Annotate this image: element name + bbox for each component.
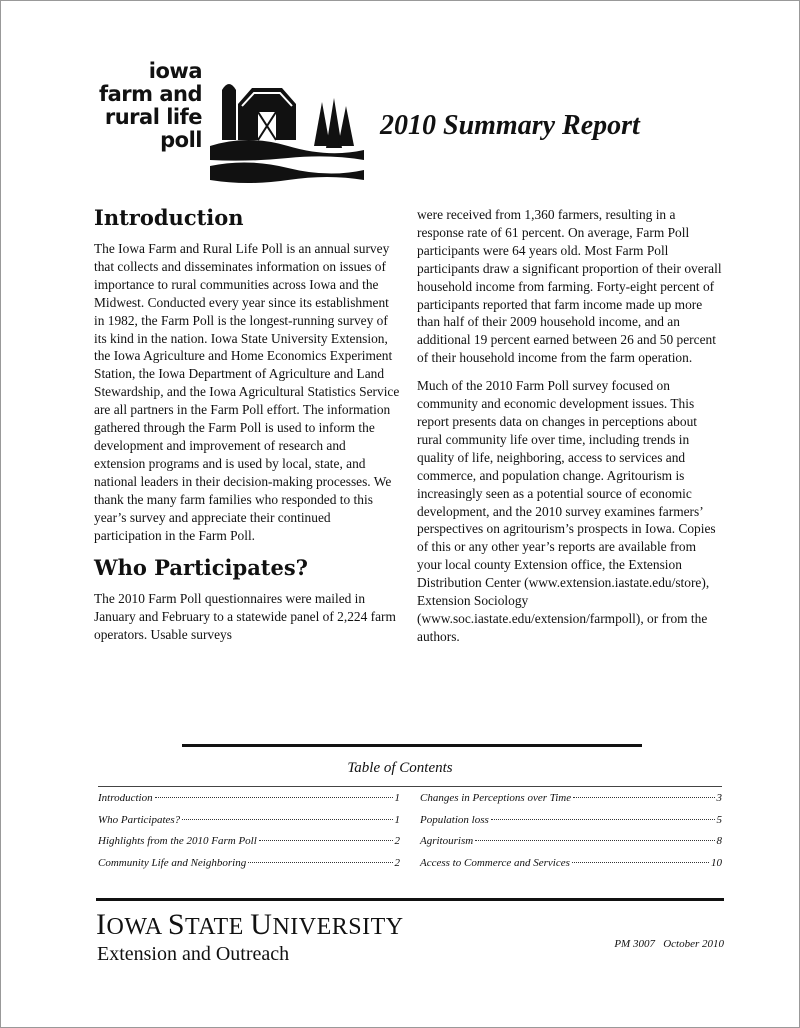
toc-entry[interactable] — [420, 835, 722, 857]
toc-divider — [98, 786, 722, 787]
who-participates-paragraph-start: The 2010 Farm Poll questionnaires were mailed in January and February to a statewide panel of 2,224 farm operators. Usable surveys — [94, 591, 396, 643]
toc-entry-page: 1 — [394, 792, 400, 804]
toc-leader — [475, 840, 714, 841]
extension-subtitle: Extension and Outreach — [97, 943, 290, 965]
toc-entry[interactable] — [420, 857, 722, 879]
toc-entry-label: Population loss — [420, 813, 489, 826]
introduction-heading: Introduction — [94, 205, 244, 230]
report-title: 2010 Summary Report — [380, 110, 640, 141]
toc-entry-page: 2 — [394, 835, 400, 847]
footer-rule — [96, 898, 724, 901]
publication-date: October 2010 — [663, 938, 724, 950]
logo-line: rural life — [104, 105, 202, 129]
toc-entry[interactable] — [98, 857, 400, 879]
barn-logo-icon — [208, 76, 368, 186]
toc-left-column — [98, 792, 400, 878]
survey-focus-paragraph: Much of the 2010 Farm Poll survey focused on community and economic development issues. This report presents data on changes in perceptions about rural community life over time, including trends in quality of life, neighboring, access to services and commerce, and population change. Agritourism is increasingly seen as a potential source of economic development, and the 2010 survey examines farmers’ perspectives on agritourism’s prospects in Iowa. Copies of this or any other year’s reports are available from your local county Extension office, the Extension Distribution Center (www.extension.iastate.edu/store), Extension Sociology (www.soc.iastate.edu/extension/farmpoll), or from the authors. — [417, 378, 716, 644]
who-participates-heading: Who Participates? — [94, 555, 308, 581]
toc-leader — [572, 862, 709, 863]
toc-entry[interactable] — [98, 835, 400, 857]
toc-top-rule — [182, 744, 642, 747]
toc-right-column — [420, 792, 722, 878]
university-wordmark — [96, 908, 404, 942]
publication-info — [614, 938, 724, 950]
right-column — [417, 206, 723, 656]
toc-entry-page: 3 — [716, 792, 722, 804]
toc-title: Table of Contents — [347, 760, 453, 776]
masthead — [90, 58, 730, 188]
toc-entry[interactable] — [420, 814, 722, 836]
wordmark-part: OWA — [106, 914, 168, 940]
wordmark-part: S — [167, 908, 186, 941]
poll-logo-text — [90, 60, 202, 152]
toc-entry-label: Changes in Perceptions over Time — [420, 792, 572, 804]
toc-entry-label: Access to Commerce and Services — [420, 856, 570, 869]
toc-entry[interactable] — [98, 792, 400, 814]
toc-entry-page: 1 — [394, 813, 400, 826]
toc-entry[interactable] — [420, 792, 722, 814]
wordmark-part: U — [250, 908, 273, 941]
toc-entry-label: Agritourism — [420, 835, 474, 847]
toc-leader — [259, 840, 393, 841]
publication-number: PM 3007 — [614, 938, 655, 950]
toc-entry-page: 2 — [394, 856, 400, 869]
toc-entry-label: Introduction — [98, 792, 153, 804]
toc-entry-page: 5 — [716, 813, 722, 826]
wordmark-part: NIVERSITY — [272, 914, 404, 940]
left-column — [94, 204, 400, 654]
toc-leader — [573, 797, 714, 798]
wordmark-part: TATE — [185, 914, 251, 940]
toc-entry-page: 8 — [716, 835, 722, 847]
logo-line: poll — [160, 128, 202, 152]
logo-line: farm and — [98, 82, 202, 106]
wordmark-part: I — [96, 908, 107, 941]
who-participates-paragraph-continued: were received from 1,360 farmers, resulting in a response rate of 61 percent. On average, Farm Poll participants were 64 years old. Most Farm Poll participants draw a significant proportion of their overall household income from farming. Forty-eight percent of participants reported that farm income made up more than half of their 2009 household income, and an additional 19 percent earned between 26 and 50 percent of their household income from the farm operation. — [417, 207, 722, 366]
toc-entry-label: Highlights from the 2010 Farm Poll — [98, 835, 257, 847]
toc-entry[interactable] — [98, 814, 400, 836]
toc-leader — [248, 862, 392, 863]
toc-leader — [182, 819, 392, 820]
toc-leader — [491, 819, 715, 820]
introduction-paragraph: The Iowa Farm and Rural Life Poll is an annual survey that collects and disseminates information on issues of importance to rural communities across Iowa and the Midwest. Conducted every year since its establishment in 1982, the Farm Poll is the longest-running survey of its kind in the nation. Iowa State University Extension, the Iowa Agriculture and Home Economics Experiment Station, the Iowa Department of Agriculture and Land Stewardship, and the Iowa Agricultural Statistics Service are all partners in the Farm Poll effort. The information gathered through the Farm Poll is used to inform the development and improvement of research and extension programs and is used by local, state, and national leaders in their decision-making processes. We thank the many farm families who responded to this year’s survey and appreciate their continued participation in the Farm Poll. — [94, 241, 400, 543]
logo-line: iowa — [148, 59, 202, 83]
toc-leader — [155, 797, 393, 798]
toc-entry-page: 10 — [711, 856, 722, 869]
toc-entry-label: Community Life and Neighboring — [98, 856, 247, 869]
toc-entry-label: Who Participates? — [98, 813, 181, 826]
